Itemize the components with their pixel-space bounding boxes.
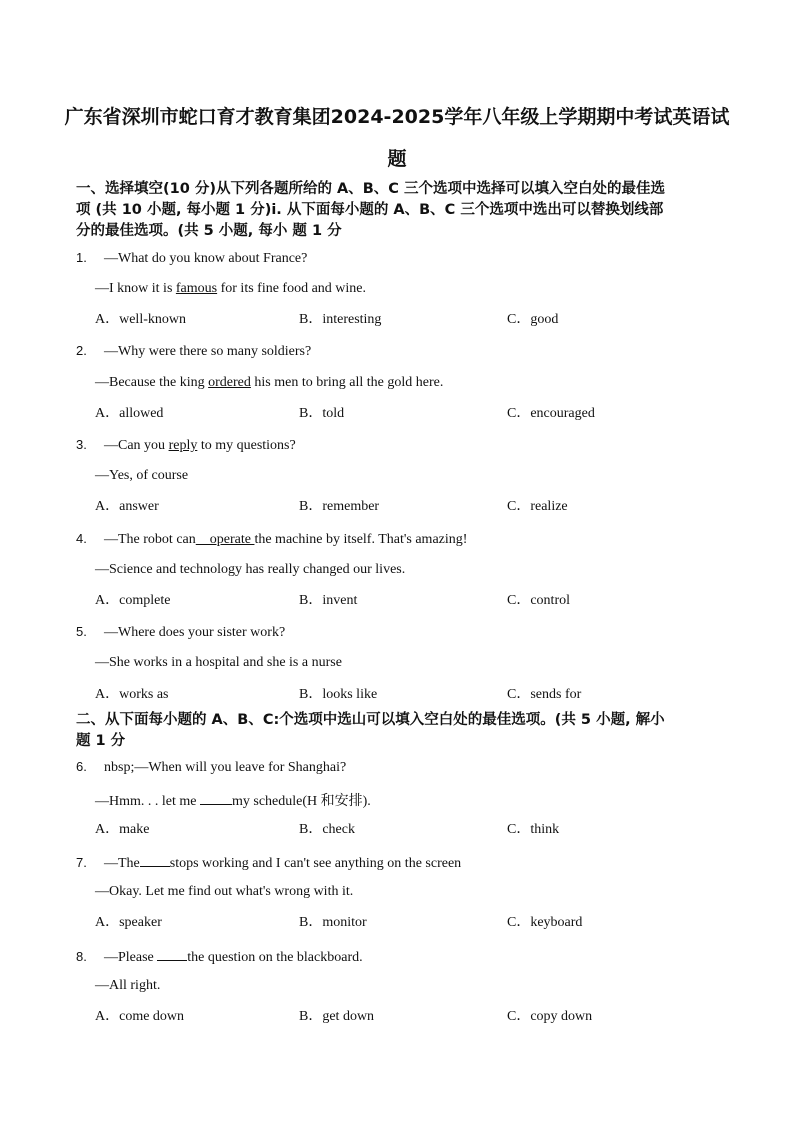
question-text: —Why were there so many soldiers? — [104, 344, 312, 359]
question-text: —Can you — [104, 438, 169, 453]
section-2-heading-line-2: 题 1 分 — [76, 733, 126, 749]
question-4-reply: —Science and technology has really changed our lives. — [95, 562, 406, 577]
answer-blank[interactable] — [157, 946, 187, 961]
question-8-option-a[interactable]: A．come down — [95, 1009, 185, 1024]
question-5-reply: —She works in a hospital and she is a nurse — [95, 655, 342, 670]
question-5-option-b[interactable]: B．looks like — [299, 687, 378, 702]
question-6-option-a[interactable]: A．make — [95, 822, 150, 837]
question-7-option-c[interactable]: C．keyboard — [507, 915, 583, 930]
question-number: 2. — [76, 343, 87, 358]
question-number: 1. — [76, 250, 87, 265]
reply-text: for its fine food and wine. — [217, 281, 367, 296]
question-8-stem — [76, 946, 363, 967]
question-7-stem — [76, 852, 461, 873]
question-text: the machine by itself. That's amazing! — [254, 532, 468, 547]
reply-text: —Because the king — [95, 375, 209, 390]
question-number: 6. — [76, 759, 87, 774]
question-5-option-c[interactable]: C．sends for — [507, 687, 582, 702]
question-2-option-a[interactable]: A．allowed — [95, 406, 164, 421]
question-6-stem — [76, 758, 346, 777]
question-8-option-b[interactable]: B．get down — [299, 1009, 375, 1024]
question-text: nbsp;—When will you leave for Shanghai? — [104, 760, 347, 775]
question-7-reply: —Okay. Let me find out what's wrong with it. — [95, 884, 354, 899]
question-number: 4. — [76, 531, 87, 546]
question-2-stem — [76, 342, 311, 361]
question-1-option-b[interactable]: B．interesting — [299, 312, 382, 327]
question-text: —Where does your sister work? — [104, 625, 286, 640]
section-1-heading-line-2: 项 (共 10 小题, 每小题 1 分)i. 从下面每小题的 A、B、C 三个选项中选出可以替换划线部 — [76, 202, 664, 218]
question-8-option-c[interactable]: C．copy down — [507, 1009, 593, 1024]
question-2-reply — [95, 374, 443, 392]
section-2-heading-line-1: 二、从下面每小题的 A、B、C:个选项中选山可以填入空白处的最佳选项。(共 5 小题, 解小 — [76, 712, 665, 728]
question-number: 7. — [76, 855, 87, 870]
question-6-option-b[interactable]: B．check — [299, 822, 355, 837]
answer-blank[interactable] — [200, 790, 232, 805]
question-5-option-a[interactable]: A．works as — [95, 687, 169, 702]
reply-text: my schedule(H 和安排). — [232, 794, 371, 809]
underlined-word: ordered — [208, 375, 251, 390]
page-title-line-2: 题 — [387, 148, 407, 170]
question-4-option-b[interactable]: B．invent — [299, 593, 358, 608]
question-1-reply — [95, 280, 366, 298]
question-3-option-a[interactable]: A．answer — [95, 499, 159, 514]
question-text: —What do you know about France? — [104, 251, 308, 266]
reply-text: —I know it is — [95, 281, 176, 296]
underlined-word: reply — [168, 438, 198, 453]
question-6-option-c[interactable]: C．think — [507, 822, 560, 837]
question-3-option-c[interactable]: C．realize — [507, 499, 568, 514]
section-2-heading — [76, 710, 721, 752]
section-1-heading-line-3: 分的最佳选项。(共 5 小题, 每小 题 1 分 — [76, 223, 342, 239]
question-3-stem — [76, 436, 296, 455]
question-number: 3. — [76, 437, 87, 452]
question-number: 5. — [76, 624, 87, 639]
question-7-option-b[interactable]: B．monitor — [299, 915, 367, 930]
question-1-stem — [76, 249, 307, 268]
question-text: —The — [104, 856, 140, 871]
answer-blank[interactable] — [140, 852, 170, 867]
question-6-reply — [95, 790, 371, 811]
question-4-option-a[interactable]: A．complete — [95, 593, 171, 608]
question-2-option-c[interactable]: C．encouraged — [507, 406, 595, 421]
underlined-word: operate — [195, 532, 255, 547]
section-1-heading-line-1: 一、选择填空(10 分)从下列各题所给的 A、B、C 三个选项中选择可以填入空白处的最佳选 — [76, 181, 665, 197]
question-text: —The robot can — [104, 532, 196, 547]
page-title-line-1: 广东省深圳市蛇口育才教育集团2024-2025学年八年级上学期期中考试英语试 — [64, 106, 730, 128]
question-4-option-c[interactable]: C．control — [507, 593, 570, 608]
question-text: the question on the blackboard. — [187, 950, 363, 965]
underlined-word: famous — [175, 281, 218, 296]
question-number: 8. — [76, 949, 87, 964]
question-text: stops working and I can't see anything on the screen — [169, 856, 462, 871]
question-text: to my questions? — [197, 438, 296, 453]
question-text: —Please — [104, 950, 158, 965]
section-1-heading — [76, 179, 721, 242]
reply-text: his men to bring all the gold here. — [250, 375, 444, 390]
question-7-option-a[interactable]: A．speaker — [95, 915, 162, 930]
question-1-option-c[interactable]: C．good — [507, 312, 559, 327]
question-3-reply: —Yes, of course — [95, 468, 189, 483]
question-1-option-a[interactable]: A．well-known — [95, 312, 186, 327]
question-5-stem — [76, 623, 285, 642]
question-4-stem — [76, 530, 467, 549]
question-3-option-b[interactable]: B．remember — [299, 499, 380, 514]
reply-text: —Hmm. . . let me — [95, 794, 200, 809]
question-2-option-b[interactable]: B．told — [299, 406, 345, 421]
question-8-reply: —All right. — [95, 978, 161, 993]
